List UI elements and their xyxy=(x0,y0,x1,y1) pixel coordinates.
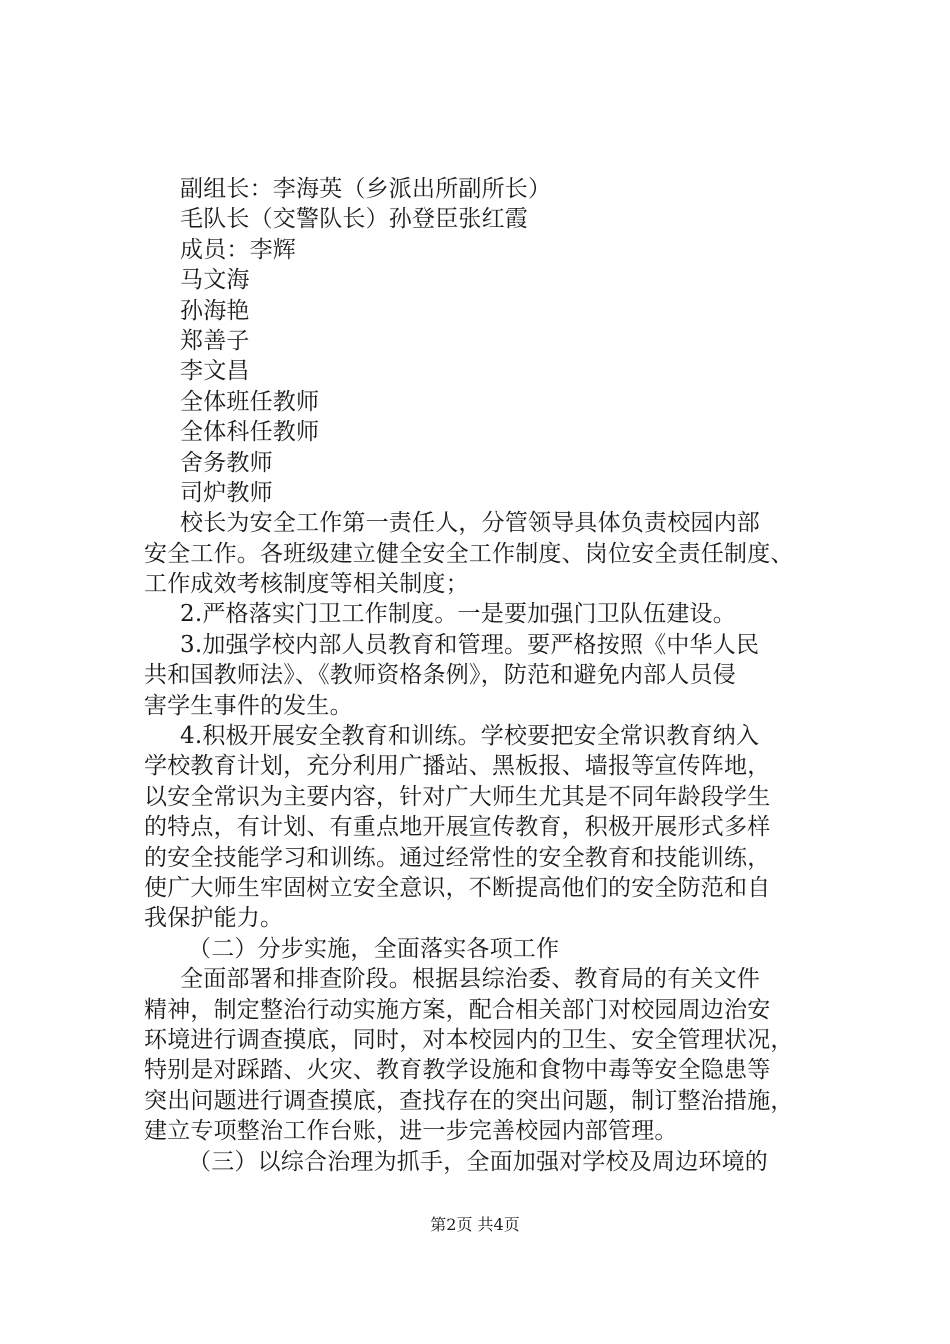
paragraph-line: 特别是对踩踏、火灾、教育教学设施和食物中毒等安全隐患等 xyxy=(144,1057,771,1084)
page-number: 第2页 共4页 xyxy=(430,1215,520,1234)
paragraph-line: 安全工作。各班级建立健全安全工作制度、岗位安全责任制度、 xyxy=(144,540,794,567)
paragraph-line: 4.积极开展安全教育和训练。学校要把安全常识教育纳入 xyxy=(180,723,760,750)
paragraph-line: 突出问题进行调查摸底，查找存在的突出问题，制订整治措施， xyxy=(144,1087,794,1114)
text-line: 舍务教师 xyxy=(180,449,273,476)
paragraph-line: 3.加强学校内部人员教育和管理。要严格按照《中华人民 xyxy=(180,631,760,658)
paragraph-line: 使广大师生牢固树立安全意识，不断提高他们的安全防范和自 xyxy=(144,874,771,901)
page-footer xyxy=(0,1215,950,1235)
paragraph-line: 的安全技能学习和训练。通过经常性的安全教育和技能训练， xyxy=(144,844,771,871)
paragraph-line: 2.严格落实门卫工作制度。一是要加强门卫队伍建设。 xyxy=(180,601,736,628)
paragraph-line: 以安全常识为主要内容，针对广大师生尤其是不同年龄段学生 xyxy=(144,783,771,810)
paragraph-line: 建立专项整治工作台账，进一步完善校园内部管理。 xyxy=(144,1118,678,1145)
paragraph-line: 害学生事件的发生。 xyxy=(144,692,353,719)
text-line: 全体班任教师 xyxy=(180,388,320,415)
text-line: 李文昌 xyxy=(180,358,250,385)
paragraph-line: 我保护能力。 xyxy=(144,905,284,932)
paragraph-line: 学校教育计划，充分利用广播站、黑板报、墙报等宣传阵地， xyxy=(144,753,771,780)
text-line: 司炉教师 xyxy=(180,479,273,506)
paragraph-line: 环境进行调查摸底，同时，对本校园内的卫生、安全管理状况， xyxy=(144,1026,794,1053)
text-line: 副组长：李海英（乡派出所副所长） xyxy=(180,176,552,202)
section-heading: （二）分步实施，全面落实各项工作 xyxy=(188,935,560,962)
text-line: 马文海 xyxy=(180,267,250,294)
document-body xyxy=(144,174,844,1177)
text-line: 郑善子 xyxy=(180,327,250,354)
paragraph-line: 校长为安全工作第一责任人，分管领导具体负责校园内部 xyxy=(180,510,760,537)
paragraph-line: 全面部署和排查阶段。根据县综治委、教育局的有关文件 xyxy=(180,966,760,993)
text-line: 毛队长（交警队长）孙登臣张红霞 xyxy=(180,206,528,233)
paragraph-line: 精神，制定整治行动实施方案，配合相关部门对校园周边治安 xyxy=(144,996,771,1023)
text-line: 全体科任教师 xyxy=(180,419,320,446)
text-line: 孙海艳 xyxy=(180,297,250,324)
paragraph-line: 工作成效考核制度等相关制度； xyxy=(144,571,469,598)
paragraph-line: 的特点，有计划、有重点地开展宣传教育，积极开展形式多样 xyxy=(144,814,771,841)
text-line: 成员：李辉 xyxy=(180,236,296,263)
paragraph-line: 共和国教师法》、《教师资格条例》，防范和避免内部人员侵 xyxy=(144,662,736,689)
section-heading: （三）以综合治理为抓手，全面加强对学校及周边环境的 xyxy=(188,1148,768,1175)
